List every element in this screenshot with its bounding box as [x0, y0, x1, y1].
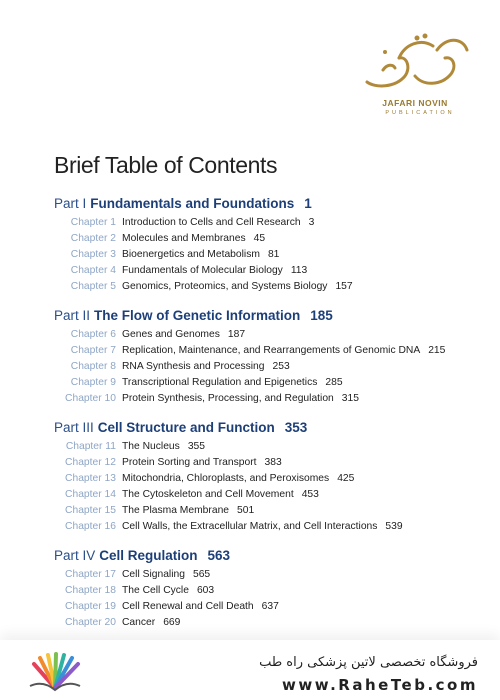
- chapter-page: 113: [290, 265, 308, 276]
- part-number: Part IV: [54, 548, 96, 563]
- chapter-label: Chapter 16: [65, 521, 116, 532]
- chapter-label: Chapter 5: [70, 281, 116, 292]
- chapter-page: 81: [267, 249, 280, 260]
- chapter-title: Replication, Maintenance, and Rearrangements of Genomic DNA: [122, 345, 421, 356]
- chapter-page: 425: [337, 473, 355, 484]
- chapter-title: The Cytoskeleton and Cell Movement: [122, 489, 294, 500]
- chapter-label: Chapter 2: [70, 233, 116, 244]
- chapter-title: Mitochondria, Chloroplasts, and Peroxisomes: [122, 473, 330, 484]
- part-heading: [54, 308, 333, 323]
- chapter-entry: [65, 584, 215, 598]
- chapter-title: Molecules and Membranes: [122, 233, 246, 244]
- chapter-title: Genomics, Proteomics, and Systems Biology: [122, 281, 328, 292]
- chapter-label: Chapter 1: [70, 217, 116, 228]
- chapter-page: 45: [253, 233, 266, 244]
- chapter-label: Chapter 7: [70, 345, 116, 356]
- chapter-entry: [65, 472, 355, 486]
- chapter-label: Chapter 13: [65, 473, 116, 484]
- chapter-title: Cell Walls, the Extracellular Matrix, and Cell Interactions: [122, 521, 378, 532]
- chapter-entry: [70, 248, 280, 262]
- chapter-title: Introduction to Cells and Cell Research: [122, 217, 301, 228]
- chapter-page: 501: [237, 505, 255, 516]
- calligraphy-logo-icon: [355, 30, 475, 100]
- chapter-entry: [65, 600, 279, 614]
- chapter-page: 669: [163, 617, 181, 628]
- part-number: Part I: [54, 196, 87, 211]
- part-heading: [54, 548, 230, 563]
- chapter-title: Cell Signaling: [122, 569, 185, 580]
- chapter-label: Chapter 14: [65, 489, 116, 500]
- chapter-title: The Nucleus: [122, 441, 180, 452]
- chapter-page: 253: [272, 361, 290, 372]
- chapter-title: The Plasma Membrane: [122, 505, 230, 516]
- chapter-entry: [70, 360, 290, 374]
- chapter-entry: [70, 328, 246, 342]
- chapter-title: RNA Synthesis and Processing: [122, 361, 265, 372]
- chapter-page: 603: [196, 585, 215, 596]
- part-title: Cell Regulation: [99, 548, 198, 563]
- publisher-name: JAFARI NOVIN: [382, 98, 448, 108]
- part-title: The Flow of Genetic Information: [94, 308, 301, 323]
- chapter-page: 3: [308, 217, 315, 228]
- chapter-title: Fundamentals of Molecular Biology: [122, 265, 283, 276]
- chapter-label: Chapter 9: [70, 377, 116, 388]
- chapter-entry: [65, 520, 403, 534]
- chapter-entry: [65, 616, 181, 630]
- chapter-label: Chapter 4: [70, 265, 116, 276]
- part-title: Fundamentals and Foundations: [90, 196, 295, 211]
- chapter-entry: [65, 392, 359, 406]
- chapter-title: Cell Renewal and Cell Death: [122, 601, 254, 612]
- chapter-label: Chapter 11: [65, 441, 116, 452]
- chapter-page: 565: [192, 569, 211, 580]
- chapter-entry: [65, 488, 319, 502]
- chapter-title: Protein Sorting and Transport: [122, 457, 257, 468]
- chapter-entry: [70, 216, 315, 230]
- chapter-entry: [65, 456, 282, 470]
- part-heading: [54, 420, 307, 435]
- chapter-entry: [70, 232, 266, 246]
- store-url[interactable]: www.RaheTeb.com: [281, 676, 478, 694]
- chapter-page: 215: [428, 345, 446, 356]
- part-title: Cell Structure and Function: [97, 420, 275, 435]
- chapter-page: 539: [385, 521, 403, 532]
- chapter-page: 355: [187, 441, 205, 452]
- chapter-label: Chapter 15: [65, 505, 116, 516]
- open-book-icon: [26, 652, 84, 696]
- store-name: فروشگاه تخصصی لاتین پزشکی راه طب: [259, 655, 478, 670]
- publisher-subtitle: PUBLICATION: [385, 110, 455, 116]
- chapter-entry: [70, 264, 308, 278]
- chapter-label: Chapter 18: [65, 585, 116, 596]
- part-page: 1: [304, 196, 312, 211]
- part-heading: [54, 196, 312, 211]
- chapter-entry: [65, 504, 255, 518]
- chapter-title: Transcriptional Regulation and Epigenetics: [122, 377, 318, 388]
- chapter-page: 453: [301, 489, 319, 500]
- chapter-page: 315: [341, 393, 359, 404]
- chapter-label: Chapter 6: [70, 329, 116, 340]
- chapter-title: Protein Synthesis, Processing, and Regulation: [122, 393, 334, 404]
- part-page: 353: [284, 420, 308, 435]
- part-page: 185: [310, 308, 333, 323]
- chapter-page: 157: [335, 281, 353, 292]
- chapter-label: Chapter 12: [65, 457, 116, 468]
- chapter-title: The Cell Cycle: [122, 585, 189, 596]
- chapter-entry: [70, 376, 343, 390]
- part-number: Part II: [54, 308, 91, 323]
- chapter-page: 285: [325, 377, 343, 388]
- part-number: Part III: [54, 420, 94, 435]
- chapter-entry: [70, 280, 353, 294]
- chapter-label: Chapter 20: [65, 617, 116, 628]
- chapter-entry: [65, 568, 211, 582]
- chapter-page: 383: [264, 457, 282, 468]
- chapter-label: Chapter 3: [70, 249, 116, 260]
- chapter-entry: [70, 344, 446, 358]
- chapter-page: 187: [227, 329, 246, 340]
- chapter-label: Chapter 8: [70, 361, 116, 372]
- chapter-title: Cancer: [122, 617, 156, 628]
- chapter-label: Chapter 10: [65, 393, 116, 404]
- publisher-logo: [355, 30, 475, 120]
- chapter-label: Chapter 19: [65, 601, 116, 612]
- part-page: 563: [207, 548, 231, 563]
- chapter-title: Genes and Genomes: [122, 329, 220, 340]
- chapter-entry: [65, 440, 205, 454]
- chapter-label: Chapter 17: [65, 569, 116, 580]
- chapter-page: 637: [261, 601, 279, 612]
- chapter-title: Bioenergetics and Metabolism: [122, 249, 260, 260]
- page-title: Brief Table of Contents: [54, 152, 278, 178]
